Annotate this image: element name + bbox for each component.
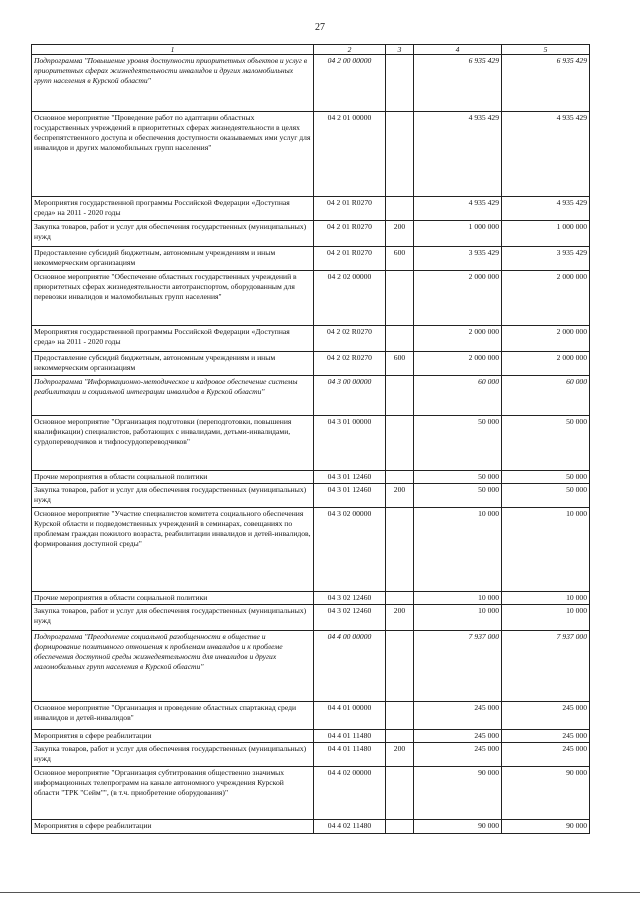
- row-type-cell: [386, 112, 414, 197]
- table-row: [32, 55, 590, 112]
- row-name-cell: Закупка товаров, работ и услуг для обеспечения государственных (муниципальных) нужд: [32, 743, 314, 767]
- row-code-cell: 04 4 02 11480: [314, 820, 386, 834]
- table-header-row: [32, 45, 590, 55]
- row-value-col4-cell: 2 000 000: [414, 352, 502, 376]
- table-row: [32, 605, 590, 631]
- row-value-col4-cell: 2 000 000: [414, 326, 502, 352]
- row-name-cell: Закупка товаров, работ и услуг для обеспечения государственных (муниципальных) нужд: [32, 484, 314, 508]
- row-value-col5-cell: 3 935 429: [502, 247, 590, 271]
- row-value-col4-cell: 245 000: [414, 743, 502, 767]
- row-type-cell: [386, 508, 414, 592]
- page-bottom-rule: [0, 892, 640, 893]
- row-type-cell: [386, 271, 414, 326]
- row-value-col5-cell: 6 935 429: [502, 55, 590, 112]
- row-type-cell: [386, 592, 414, 605]
- row-value-col4-cell: 6 935 429: [414, 55, 502, 112]
- row-code-cell: 04 4 01 11480: [314, 730, 386, 743]
- table-row: [32, 592, 590, 605]
- table-row: [32, 247, 590, 271]
- table-row: [32, 484, 590, 508]
- row-code-cell: 04 3 02 00000: [314, 508, 386, 592]
- table-row: [32, 767, 590, 820]
- row-value-col4-cell: 10 000: [414, 605, 502, 631]
- row-value-col4-cell: 10 000: [414, 592, 502, 605]
- row-value-col4-cell: 245 000: [414, 702, 502, 730]
- row-value-col4-cell: 4 935 429: [414, 112, 502, 197]
- row-type-cell: [386, 326, 414, 352]
- row-type-cell: [386, 55, 414, 112]
- table-row: [32, 112, 590, 197]
- row-type-cell: [386, 471, 414, 484]
- row-code-cell: 04 2 01 R0270: [314, 247, 386, 271]
- row-name-cell: Основное мероприятие "Проведение работ по адаптации областных государственных учреждений в приоритетных сферах жизнедеятельности в целях беспрепятственного доступа и обеспечения доступности оказываемых ими услуг для инвалидов и других маломобильных групп населения": [32, 112, 314, 197]
- table-row: [32, 352, 590, 376]
- row-value-col5-cell: 245 000: [502, 730, 590, 743]
- row-value-col4-cell: 4 935 429: [414, 197, 502, 221]
- row-code-cell: 04 2 01 R0270: [314, 197, 386, 221]
- row-value-col5-cell: 7 937 000: [502, 631, 590, 702]
- row-type-cell: 200: [386, 484, 414, 508]
- table-row: [32, 702, 590, 730]
- row-value-col4-cell: 245 000: [414, 730, 502, 743]
- row-code-cell: 04 3 01 00000: [314, 416, 386, 471]
- row-value-col5-cell: 245 000: [502, 743, 590, 767]
- row-value-col4-cell: 90 000: [414, 820, 502, 834]
- page-number: 27: [315, 22, 325, 33]
- row-name-cell: Основное мероприятие "Участие специалистов комитета социального обеспечения Курской области и подведомственных учреждений в семинарах, совещаниях по проблемам граждан пожилого возраста, реабилитации инвалидов и детей-инвалидов, формирования доступной среды": [32, 508, 314, 592]
- row-code-cell: 04 2 01 R0270: [314, 221, 386, 247]
- row-value-col4-cell: 7 937 000: [414, 631, 502, 702]
- row-value-col4-cell: 90 000: [414, 767, 502, 820]
- row-name-cell: Закупка товаров, работ и услуг для обеспечения государственных (муниципальных) нужд: [32, 221, 314, 247]
- row-type-cell: 200: [386, 743, 414, 767]
- row-code-cell: 04 4 01 11480: [314, 743, 386, 767]
- row-name-cell: Основное мероприятие "Организация подготовки (переподготовки, повышения квалификации) специалистов, работающих с инвалидами, детьми-инвалидами, сурдопереводчиков и тифлосурдопереводчиков": [32, 416, 314, 471]
- row-type-cell: [386, 730, 414, 743]
- row-type-cell: [386, 820, 414, 834]
- row-type-cell: [386, 767, 414, 820]
- row-type-cell: [386, 631, 414, 702]
- header-col-1: 1: [32, 45, 314, 55]
- row-name-cell: Основное мероприятие "Организация субтитрования общественно значимых информационных телепрограмм на канале автономного учреждения Курской области "ТРК "Сейм"", (в т.ч. приобретение оборудования)": [32, 767, 314, 820]
- row-value-col4-cell: 50 000: [414, 416, 502, 471]
- row-code-cell: 04 3 01 12460: [314, 484, 386, 508]
- row-code-cell: 04 2 02 R0270: [314, 352, 386, 376]
- row-name-cell: Закупка товаров, работ и услуг для обеспечения государственных (муниципальных) нужд: [32, 605, 314, 631]
- row-type-cell: [386, 702, 414, 730]
- row-value-col5-cell: 90 000: [502, 820, 590, 834]
- table-row: [32, 197, 590, 221]
- table-row: [32, 376, 590, 416]
- table-row: [32, 743, 590, 767]
- row-type-cell: 600: [386, 247, 414, 271]
- row-type-cell: 200: [386, 221, 414, 247]
- table-row: [32, 271, 590, 326]
- row-name-cell: Подпрограмма "Повышение уровня доступности приоритетных объектов и услуг в приоритетных сферах жизнедеятельности инвалидов и других маломобильных групп населения в Курской области": [32, 55, 314, 112]
- row-name-cell: Мероприятия в сфере реабилитации: [32, 730, 314, 743]
- row-value-col4-cell: 2 000 000: [414, 271, 502, 326]
- table-row: [32, 471, 590, 484]
- row-value-col5-cell: 90 000: [502, 767, 590, 820]
- row-value-col4-cell: 3 935 429: [414, 247, 502, 271]
- row-value-col4-cell: 60 000: [414, 376, 502, 416]
- row-name-cell: Прочие мероприятия в области социальной политики: [32, 471, 314, 484]
- row-value-col5-cell: 2 000 000: [502, 271, 590, 326]
- row-name-cell: Мероприятия государственной программы Российской Федерации «Доступная среда» на 2011 - 2020 годы: [32, 326, 314, 352]
- row-name-cell: Предоставление субсидий бюджетным, автономным учреждениям и иным некоммерческим организациям: [32, 247, 314, 271]
- row-type-cell: [386, 376, 414, 416]
- row-name-cell: Подпрограмма "Преодоление социальной разобщенности в обществе и формирование позитивного отношения к проблемам инвалидов и к проблеме обеспечения доступной среды жизнедеятельности для инвалидов и других маломобильных групп населения в Курской области": [32, 631, 314, 702]
- row-value-col4-cell: 1 000 000: [414, 221, 502, 247]
- row-code-cell: 04 2 01 00000: [314, 112, 386, 197]
- row-code-cell: 04 3 02 12460: [314, 605, 386, 631]
- row-name-cell: Мероприятия государственной программы Российской Федерации «Доступная среда» на 2011 - 2020 годы: [32, 197, 314, 221]
- row-value-col5-cell: 4 935 429: [502, 197, 590, 221]
- row-code-cell: 04 4 00 00000: [314, 631, 386, 702]
- row-code-cell: 04 3 02 12460: [314, 592, 386, 605]
- row-value-col5-cell: 245 000: [502, 702, 590, 730]
- row-value-col5-cell: 50 000: [502, 416, 590, 471]
- row-code-cell: 04 2 00 00000: [314, 55, 386, 112]
- table-body: [32, 55, 590, 834]
- row-value-col5-cell: 4 935 429: [502, 112, 590, 197]
- header-col-4: 4: [414, 45, 502, 55]
- row-value-col5-cell: 10 000: [502, 592, 590, 605]
- row-type-cell: [386, 416, 414, 471]
- row-name-cell: Основное мероприятие "Организация и проведение областных спартакиад среди инвалидов и детей-инвалидов": [32, 702, 314, 730]
- header-col-5: 5: [502, 45, 590, 55]
- row-value-col4-cell: 50 000: [414, 471, 502, 484]
- row-value-col5-cell: 60 000: [502, 376, 590, 416]
- table-row: [32, 730, 590, 743]
- row-type-cell: 200: [386, 605, 414, 631]
- row-name-cell: Предоставление субсидий бюджетным, автономным учреждениям и иным некоммерческим организациям: [32, 352, 314, 376]
- table-row: [32, 416, 590, 471]
- table-row: [32, 820, 590, 834]
- table-row: [32, 508, 590, 592]
- row-value-col4-cell: 10 000: [414, 508, 502, 592]
- row-name-cell: Подпрограмма "Информационно-методическое и кадровое обеспечение системы реабилитации и социальной интеграции инвалидов в Курской области": [32, 376, 314, 416]
- row-type-cell: 600: [386, 352, 414, 376]
- row-value-col5-cell: 50 000: [502, 471, 590, 484]
- header-col-2: 2: [314, 45, 386, 55]
- row-code-cell: 04 4 02 00000: [314, 767, 386, 820]
- row-name-cell: Основное мероприятие "Обеспечение областных государственных учреждений в приоритетных сферах жизнедеятельности автотранспортом, оборудованным для перевозки инвалидов и маломобильных групп населения": [32, 271, 314, 326]
- row-code-cell: 04 4 01 00000: [314, 702, 386, 730]
- row-code-cell: 04 3 00 00000: [314, 376, 386, 416]
- row-value-col4-cell: 50 000: [414, 484, 502, 508]
- row-value-col5-cell: 50 000: [502, 484, 590, 508]
- budget-table: [31, 44, 590, 834]
- table-row: [32, 326, 590, 352]
- row-code-cell: 04 3 01 12460: [314, 471, 386, 484]
- table-row: [32, 631, 590, 702]
- row-name-cell: Мероприятия в сфере реабилитации: [32, 820, 314, 834]
- row-value-col5-cell: 2 000 000: [502, 326, 590, 352]
- header-col-3: 3: [386, 45, 414, 55]
- row-type-cell: [386, 197, 414, 221]
- row-name-cell: Прочие мероприятия в области социальной политики: [32, 592, 314, 605]
- row-code-cell: 04 2 02 00000: [314, 271, 386, 326]
- row-value-col5-cell: 1 000 000: [502, 221, 590, 247]
- row-code-cell: 04 2 02 R0270: [314, 326, 386, 352]
- table-row: [32, 221, 590, 247]
- row-value-col5-cell: 10 000: [502, 605, 590, 631]
- row-value-col5-cell: 2 000 000: [502, 352, 590, 376]
- row-value-col5-cell: 10 000: [502, 508, 590, 592]
